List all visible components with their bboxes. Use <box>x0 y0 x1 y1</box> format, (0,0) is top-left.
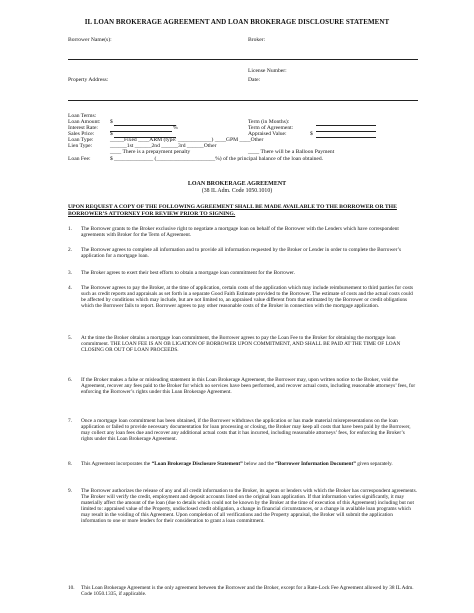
clause-5: 5. At the time the Broker obtains a mortgage loan commitment, the Borrower agrees to pay the Loan Fee to the Broker for obtaining the mortgage loan commitment. THE LOAN FEE IS AN OB LIGATION OF BORROWER UPON COMMITMENT, AND SHALL BE PAID AT THE TIME OF LOAN CLOSING OR OUT OF LOAN PROCEEDS. <box>68 335 401 354</box>
loan-amount-field[interactable] <box>114 125 176 126</box>
lien-type-options[interactable]: ______1st ______2nd ______3rd ______Other <box>110 143 217 149</box>
interest-rate-field[interactable] <box>110 131 172 132</box>
review-notice: UPON REQUEST A COPY OF THE FOLLOWING AGREEMENT SHALL BE MADE AVAILABLE TO THE BORROWER OR THE BORROWER’S ATTORNEY FOR REVIEW PRIOR TO SIGNING. <box>68 204 397 217</box>
interest-rate-label: Interest Rate: <box>68 125 98 131</box>
clause-6: 6. If the Broker makes a false or misleading statement in this Loan Brokerage Agreement, the Borrower may, upon written notice to the Broker, void the Agreement, recover any fees paid to the Broker for which no services have been performed, and recover actual costs, including reasonable attorneys’ fees, for enforcing the Borrower’s rights under this Loan Brokerage Agreement. <box>68 377 416 396</box>
appraised-value-dollar: $ <box>310 131 313 137</box>
sales-price-label: Sales Price: <box>68 131 95 137</box>
term-months-label: Term (in Months): <box>248 119 290 125</box>
date-label: Date: <box>248 77 261 83</box>
clause-3: 3. The Broker agrees to exert their best efforts to obtain a mortgage loan commitment for the Borrower. <box>68 270 295 276</box>
balloon-payment-option[interactable]: ____ There will be a Balloon Payment <box>248 149 335 155</box>
loan-amount-dollar: $ <box>110 119 113 125</box>
section-title: LOAN BROKERAGE AGREEMENT <box>187 181 287 187</box>
property-address-line[interactable] <box>68 100 418 101</box>
borrower-name-label: Borrower Name(s): <box>68 37 112 43</box>
appraised-value-label: Appraised Value: <box>248 131 287 137</box>
term-agreement-field[interactable] <box>316 131 376 132</box>
term-agreement-label: Term of Agreement: <box>248 125 294 131</box>
loan-amount-label: Loan Amount: <box>68 119 101 125</box>
clause-10: 10. This Loan Brokerage Agreement is the only agreement between the Borrower and the Broker, except for a Rate-Lock Fee Agreement allowed by 38 IL Adm. Code 1050.1335, if applicable. <box>68 585 414 598</box>
clause-1: 1. The Borrower grants to the Broker exclusive right to negotiate a mortgage loan on behalf of the Borrower with the Lenders which have correspondent agreements with Broker for the Term of Agreement. <box>68 226 399 239</box>
property-address-label: Property Address: <box>68 77 109 83</box>
clause-4: 4. The Borrower agrees to pay the Broker, at the time of application, certain costs of the application which may include reimbursement to third parties for costs such as credit reports and appraisals as set forth in a separate Good Faith Estimate provided to the Borrower. The estimate of costs and the actual costs could be affected by conditions which may include, but are not limited to, an appraised value different from that estimated by the Borrower or credit obligations which the Borrower fails to report. Borrower agrees to pay other reasonable costs of the Broker in connection with the mortgage application. <box>68 285 414 310</box>
loan-type-options[interactable]: _____Fixed ____ARM (type: ____________) ____GPM ____Other <box>110 137 264 143</box>
lien-type-label: Lien Type: <box>68 143 93 149</box>
loan-fee-detail[interactable]: ______________ (_____________________%) of the principal balance of the loan obtained. <box>114 156 324 162</box>
section-citation: (38 IL Adm. Code 1050.1010) <box>201 188 273 194</box>
prepayment-penalty-option[interactable]: ____ There is a prepayment penalty <box>110 149 191 155</box>
sales-price-dollar: $ <box>110 131 113 137</box>
clause-7: 7. Once a mortgage loan commitment has been obtained, if the Borrower withdraws the application or has made material misrepresentations on the loan application or failed to provide necessary documentation for loan processing or closing, the Broker may keep all costs that have been paid by the Borrower, may collect any loan fees due and recover any additional actual costs that it has incurred, including reasonable attorneys’ fees, for enforcing the Broker’s rights under this Loan Brokerage Agreement. <box>68 418 411 443</box>
term-months-field[interactable] <box>316 125 376 126</box>
interest-rate-percent: % <box>173 125 178 131</box>
clause-2: 2. The Borrower agrees to complete all information and to provide all information requested by the Broker or Lender in order to complete the Borrower’s application for a mortgage loan. <box>68 247 402 260</box>
clause-8: 8. This Agreement incorporates the “Loan Brokerage Disclosure Statement” below and the “Borrower Information Document” given separately. <box>68 461 393 467</box>
license-number-label: License Number: <box>248 68 287 74</box>
loan-type-label: Loan Type: <box>68 137 94 143</box>
document-title: IL LOAN BROKERAGE AGREEMENT AND LOAN BROKERAGE DISCLOSURE STATEMENT <box>84 18 390 26</box>
loan-fee-label: Loan Fee: <box>68 156 91 162</box>
appraised-value-field[interactable] <box>316 137 376 138</box>
loan-fee-dollar: $ <box>110 156 113 162</box>
broker-label: Broker: <box>248 37 266 43</box>
loan-terms-label: Loan Terms: <box>68 113 97 119</box>
clause-9: 9. The Borrower authorizes the release of any and all credit information to the Broker, its agents or lenders with which the Broker has correspondent agreements. The Broker will verify the credit, employment and deposit accounts listed on the original loan application. If that information varies significantly, it may materially affect the amount of the loan (due to details which could not be known by the Broker at the time of execution of this Agreement) including but not limited to: appraised value of the Property, undisclosed credit obligation, a change in financial circumstances, or a change in available loan programs which may result in the voiding of this Agreement. Upon completion of all verifications and the Property appraisal, the Broker will submit the application information to one or more lenders for their consideration to grant a loan commitment. <box>68 488 418 525</box>
borrower-name-line[interactable] <box>68 59 418 60</box>
